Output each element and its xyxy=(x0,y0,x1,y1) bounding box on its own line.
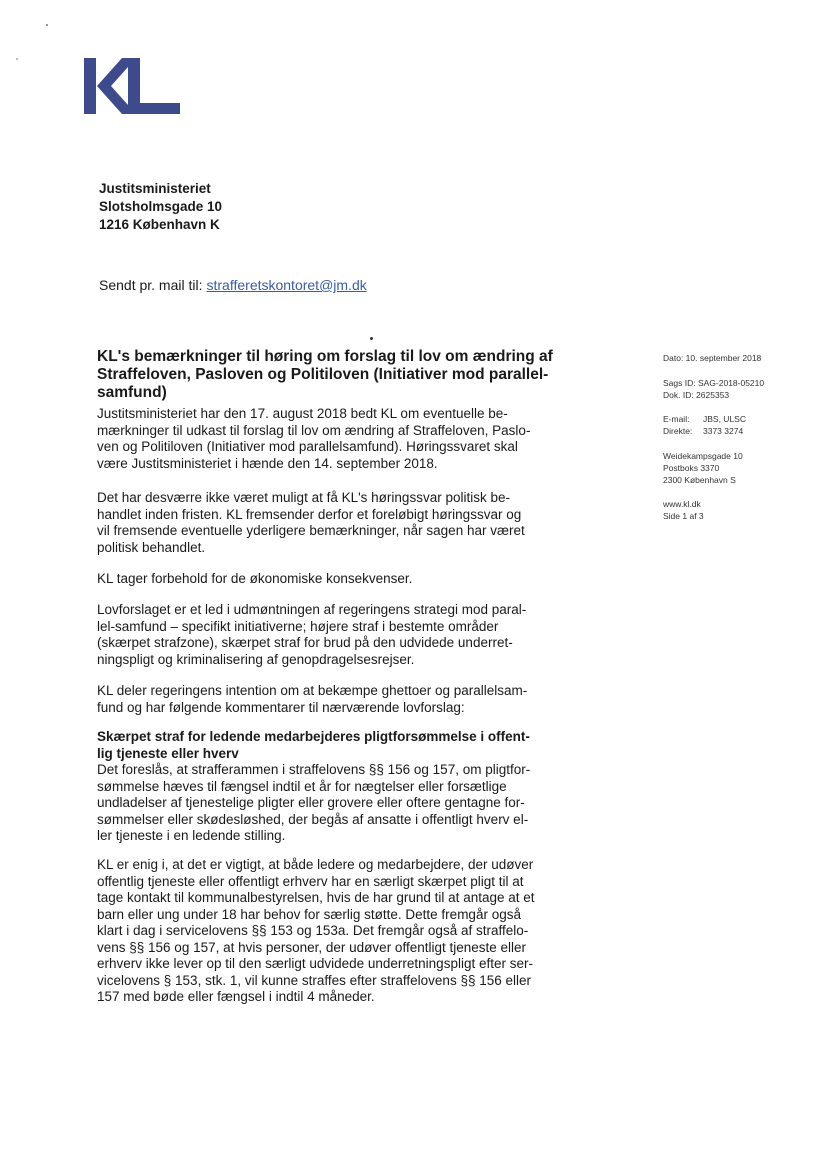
paragraph-line: 157 med bøde eller fængsel i indtil 4 måneder. xyxy=(97,989,375,1004)
recipient-name: Justitsministeriet xyxy=(99,181,211,196)
paragraph-line: vicelovens § 153, stk. 1, vil kunne straffes efter straffelovens §§ 156 eller xyxy=(97,972,531,988)
paragraph-line: fund og har følgende kommentarer til nærværende lovforslag: xyxy=(97,699,465,715)
paragraph-line: (skærpet strafzone), skærpet straf for brud på den udvidede underret- xyxy=(97,635,513,650)
paragraph-line: politisk behandlet. xyxy=(97,539,206,555)
sidebar-direkte-label: Direkte: xyxy=(663,426,693,436)
section-line: sømmelse hæves til fængsel indtil et år for nægtelser eller forsætlige xyxy=(97,778,507,794)
sidebar-direkte-value: 3373 3274 xyxy=(703,426,744,436)
title-line: samfund) xyxy=(97,384,167,401)
section-heading-line: Skærpet straf for ledende medarbejderes pligtforsømmelse i offent- xyxy=(97,729,530,744)
section-line: Det foreslås, at strafferammen i straffelovens §§ 156 og 157, om pligtfor- xyxy=(97,762,531,777)
paragraph-line: Det har desværre ikke været muligt at få KL's høringssvar politisk be- xyxy=(97,490,510,505)
paragraph-line: vens §§ 156 og 157, at hvis personer, der udøver offentligt tjeneste eller xyxy=(97,939,527,955)
paragraph xyxy=(97,683,557,716)
paragraph-line: mærkninger til udkast til forslag til lov om ændring af Straffeloven, Paslo- xyxy=(97,422,531,438)
paragraph-line: ven og Politiloven (Initiativer mod parallelsamfund). Høringssvaret skal xyxy=(97,439,518,454)
sidebar-sags-id: Sags ID: SAG-2018-05210 xyxy=(663,378,765,388)
kl-logo-mark xyxy=(84,58,180,114)
sidebar-email-label: E-mail: xyxy=(663,414,690,424)
sidebar-dok-id: Dok. ID: 2625353 xyxy=(663,390,730,400)
paragraph-line: erhverv ikke lever op til den særligt udvidede underretningspligt efter ser- xyxy=(97,956,533,971)
paragraph xyxy=(97,490,557,556)
sent-email-link[interactable]: strafferetskontoret@jm.dk xyxy=(206,277,367,293)
sidebar-address-block xyxy=(663,450,743,486)
kl-logo xyxy=(84,58,180,114)
paragraph-line: KL er enig i, at det er vigtigt, at både ledere og medarbejdere, der udøver xyxy=(97,857,534,872)
paragraph-line: ningspligt og kriminalisering af genopdragelsesrejser. xyxy=(97,651,415,667)
paragraph-line: Justitsministeriet har den 17. august 2018 bedt KL om eventuelle be- xyxy=(97,406,508,421)
sidebar-web-block xyxy=(663,498,704,522)
recipient-city: 1216 København K xyxy=(99,217,220,232)
title-line: Straffeloven, Pasloven og Politiloven (Initiativer mod parallel- xyxy=(97,366,549,383)
sidebar-addr-line: 2300 København S xyxy=(663,475,736,485)
section-line: ler tjeneste i en ledende stilling. xyxy=(97,828,286,843)
paragraph-line: være Justitsministeriet i hænde den 14. september 2018. xyxy=(97,455,438,471)
paragraph xyxy=(97,406,557,472)
recipient-street: Slotsholmsgade 10 xyxy=(99,199,223,214)
recipient-address xyxy=(99,180,222,234)
scan-speck xyxy=(46,24,48,26)
sidebar-contact-block xyxy=(663,413,746,437)
sidebar-date: Dato: 10. september 2018 xyxy=(663,353,762,363)
section xyxy=(97,729,557,845)
title-line: KL's bemærkninger til høring om forslag til lov om ændring af xyxy=(97,348,553,365)
scan-dot xyxy=(370,337,373,340)
section-line: undladelser af tjenestelige pligter eller grovere eller oftere gentagne for- xyxy=(97,795,525,810)
sidebar-date-block xyxy=(663,352,761,364)
letter-title xyxy=(97,348,557,402)
paragraph-line: KL deler regeringens intention om at bekæmpe ghettoer og parallelsam- xyxy=(97,683,528,698)
sent-label: Sendt pr. mail til: xyxy=(99,277,203,293)
paragraph-line: klart i dag i servicelovens §§ 153 og 153a. Det fremgår også af straffelo- xyxy=(97,923,529,938)
paragraph-line: handlet inden fristen. KL fremsender derfor et foreløbigt høringssvar og xyxy=(97,506,522,522)
sent-line xyxy=(99,277,367,293)
paragraph xyxy=(97,602,557,668)
paragraph-line: offentlig tjeneste eller offentligt erhverv har en særligt skærpet pligt til at xyxy=(97,873,524,889)
paragraph-line: lel-samfund – specifikt initiativerne; højere straf i bestemte områder xyxy=(97,618,499,634)
sidebar-addr-line: Postboks 3370 xyxy=(663,463,720,473)
paragraph-line: vil fremsende eventuelle yderligere bemærkninger, når sagen har været xyxy=(97,523,525,538)
paragraph-line: tage kontakt til kommunalbestyrelsen, hvis de har grund til at antage at et xyxy=(97,890,535,905)
sidebar-web[interactable]: www.kl.dk xyxy=(663,499,701,509)
paragraph-line: barn eller ung under 18 har behov for særlig støtte. Dette fremgår også xyxy=(97,906,521,922)
sidebar-addr-line: Weidekampsgade 10 xyxy=(663,451,743,461)
paragraph xyxy=(97,857,557,1006)
paragraph xyxy=(97,571,557,588)
scan-speck xyxy=(16,58,18,60)
sidebar-email-value: JBS, ULSC xyxy=(703,414,746,424)
paragraph-line: KL tager forbehold for de økonomiske konsekvenser. xyxy=(97,571,413,586)
sidebar-page: Side 1 af 3 xyxy=(663,511,704,521)
section-heading-line: lig tjeneste eller hverv xyxy=(97,745,239,761)
sidebar-ids-block xyxy=(663,377,764,401)
paragraph-line: Lovforslaget er et led i udmøntningen af regeringens strategi mod paral- xyxy=(97,602,527,617)
section-line: sømmelser eller skødesløshed, der begås af ansatte i offentligt hverv el- xyxy=(97,811,529,827)
